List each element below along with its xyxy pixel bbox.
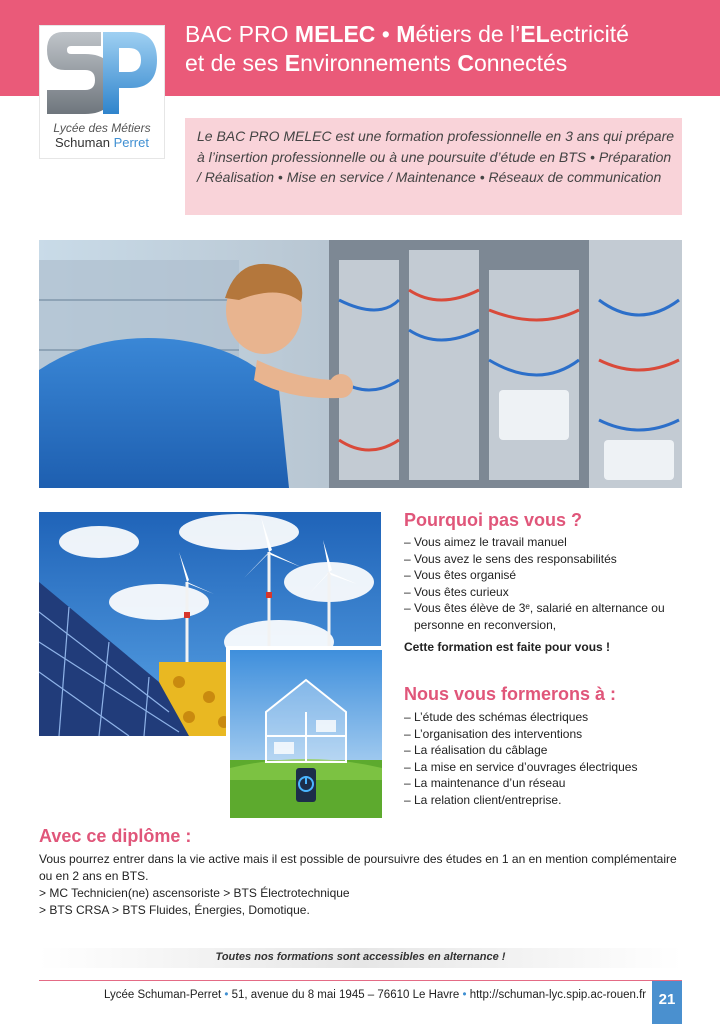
logo-name-perret: Perret — [113, 135, 149, 150]
list-item: – La relation client/entreprise. — [404, 792, 562, 807]
list-item: – Vous êtes élève de 3ᵉ, salarié en alternance ou — [404, 601, 665, 615]
list-item: – L’organisation des interventions — [404, 726, 583, 741]
pourquoi-title: Pourquoi pas vous ? — [404, 510, 583, 530]
diplome-line: > MC Technicien(ne) ascensoriste > BTS Électrotechnique — [39, 886, 350, 900]
title-part: étiers de l’ — [415, 21, 521, 47]
list-item: – La réalisation du câblage — [404, 743, 548, 757]
diplome-text — [39, 851, 679, 919]
footer-text — [104, 989, 646, 1001]
technician-photo-illustration — [39, 240, 682, 488]
pourquoi-list — [404, 534, 684, 633]
title-part: EL — [520, 21, 550, 47]
title-part: BAC PRO — [185, 21, 295, 47]
footer-url[interactable]: http://schuman-lyc.spip.ac-rouen.fr — [469, 989, 647, 1001]
title-part: M — [396, 21, 416, 47]
alternance-bar — [39, 948, 682, 968]
list-item: – L’étude des schémas électriques — [404, 710, 589, 724]
title-part: • — [375, 21, 397, 47]
title-part: C — [457, 50, 474, 76]
diplome-title: Avec ce diplôme : — [39, 826, 192, 846]
list-item: – Vous êtes organisé — [404, 568, 517, 582]
intro-box — [185, 118, 682, 215]
list-item: – La maintenance d’un réseau — [404, 776, 566, 790]
alternance-note: Toutes nos formations sont accessibles en alternance ! — [215, 951, 506, 963]
footer-separator: • — [462, 989, 467, 1001]
list-item: – Vous êtes curieux — [404, 584, 509, 599]
page-title — [185, 20, 705, 78]
logo-line-2 — [40, 135, 164, 150]
list-item: – La mise en service d’ouvrages électriques — [404, 759, 638, 774]
pourquoi-conclusion: Cette formation est faite pour vous ! — [404, 640, 611, 654]
title-part: onnectés — [473, 50, 568, 76]
footer-address: 51, avenue du 8 mai 1945 – 76610 Le Havre — [231, 989, 460, 1001]
title-part: E — [284, 50, 301, 76]
list-item: – Vous avez le sens des responsabilités — [404, 551, 617, 566]
diplome-line: > BTS CRSA > BTS Fluides, Énergies, Domotique. — [39, 903, 310, 917]
page-number: 21 — [652, 981, 682, 1024]
title-part: ectricité — [549, 21, 629, 47]
technician-photo — [39, 240, 682, 488]
list-item: – Vous aimez le travail manuel — [404, 535, 567, 549]
smart-house-illustration — [230, 650, 382, 818]
footer-divider — [39, 980, 682, 981]
formerons-list — [404, 709, 684, 808]
logo-name-schuman: Schuman — [55, 135, 110, 150]
formerons-title: Nous vous formerons à : — [404, 684, 617, 704]
title-part: nvironnements — [300, 50, 458, 76]
title-part: MELEC — [294, 21, 376, 47]
sp-logo-icon — [45, 30, 159, 116]
diplome-line: Vous pourrez entrer dans la vie active mais il est possible de poursuivre des études en 1 an en mention complémentaire ou en 2 ans en BTS. — [39, 852, 677, 883]
title-part: et de ses — [185, 50, 285, 76]
list-item: personne en reconversion, — [414, 617, 557, 632]
footer-school: Lycée Schuman-Perret — [104, 989, 222, 1001]
school-logo — [40, 26, 164, 158]
intro-text: Le BAC PRO MELEC est une formation professionnelle en 3 ans qui prépare à l’insertion professionnelle ou à une poursuite d’étude en BTS • Préparation / Réalisation • Mise en service / Maintenance • Réseaux de communication — [197, 128, 675, 185]
footer-separator: • — [224, 989, 229, 1001]
smart-house-photo — [230, 650, 382, 818]
logo-line-1: Lycée des Métiers — [53, 121, 151, 135]
